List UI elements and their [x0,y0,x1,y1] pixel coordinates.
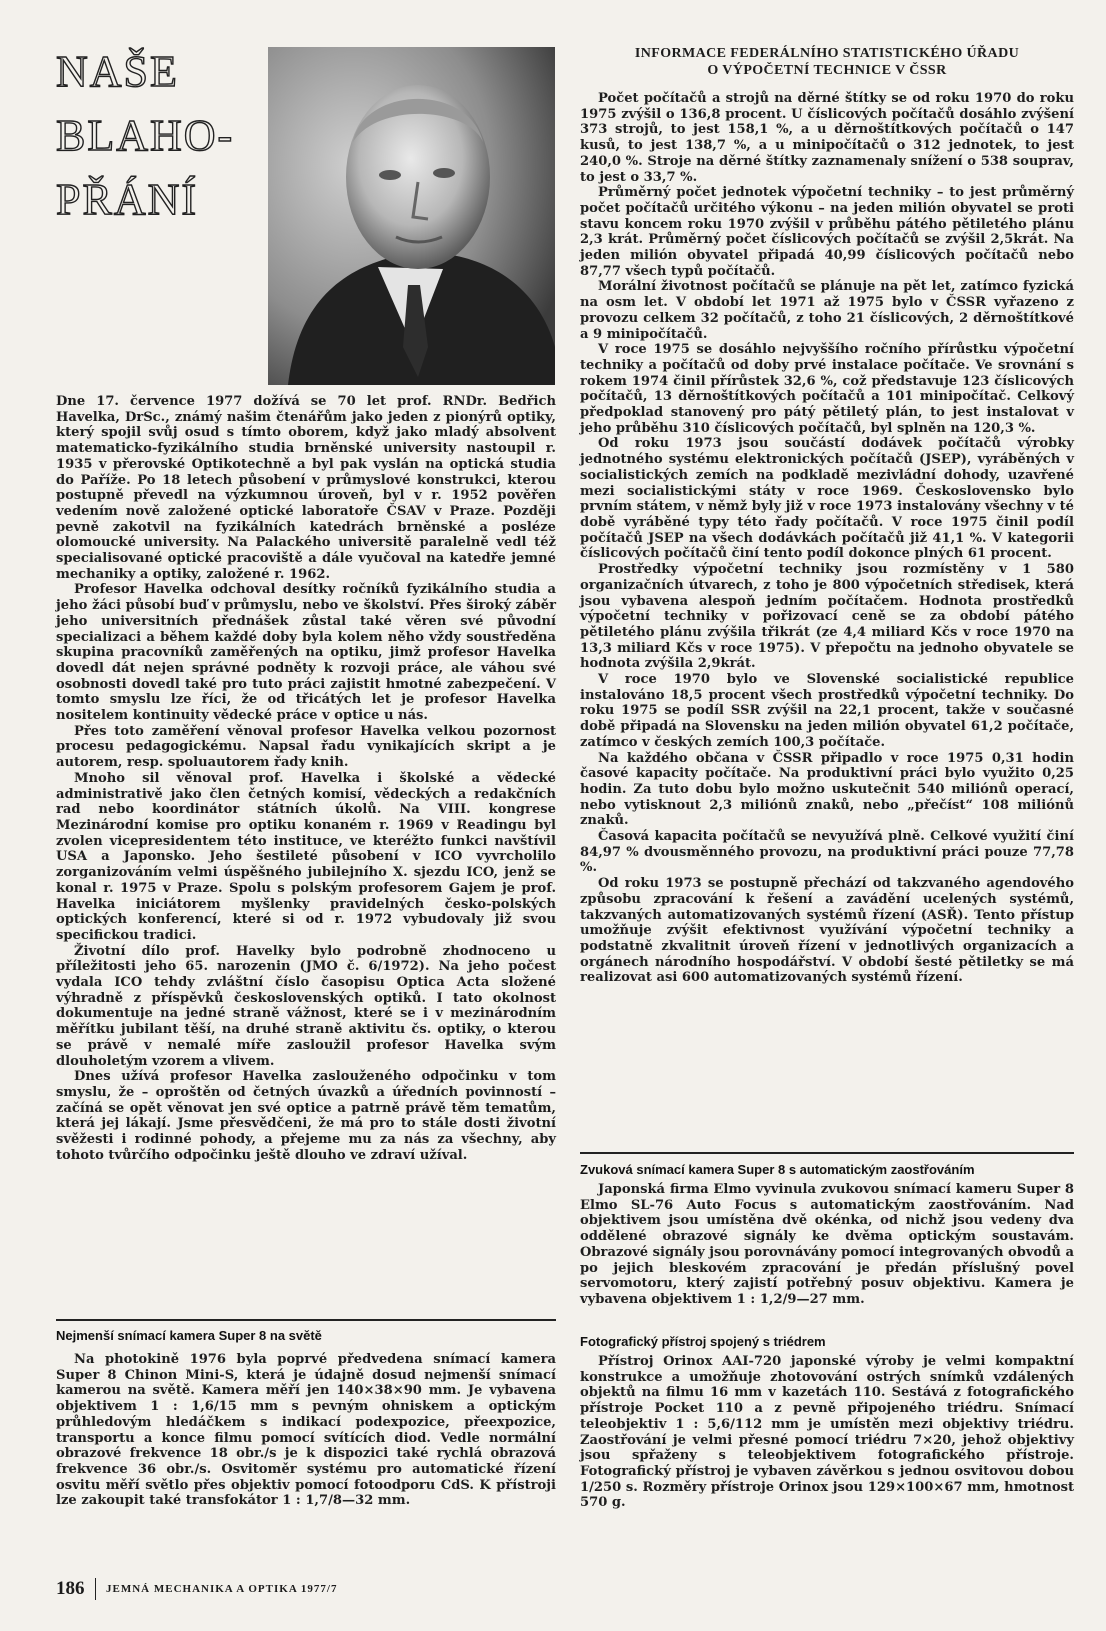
portrait-photo [268,47,555,385]
camera-article [56,1328,556,1509]
birthday-paragraph-1: Dne 17. července 1977 dožívá se 70 let prof. RNDr. Bedřich Havelka, DrSc., známý našim čtenářům jako jeden z pionýrů optiky, který spojil svůj osud s tímto oborem, když jako mladý absolvent matematicko-fyzikálního studia brněnské university nastoupil r. 1935 v přerovské Optikotechně a byl pak vyslán na optická studia do Paříže. Po 18 letech působení v průmyslové konstrukci, kterou postupně převedl na výzkumnou úroveň, byl v r. 1952 pověřen vedením nově založené optické laboratoře ČSAV v Praze. Později pevně zakotvil na fyzikálních katedrách brněnské a posléze olomoucké university. Na Palackého universitě paralelně vedl též specialisované optické pracoviště a dále vyučoval na katedře jemné mechaniky a optiky, založené r. 1962. [56,394,556,582]
statistics-paragraph-2: Průměrný počet jednotek výpočetní techniky – to jest průměrný počet počítačů určitého výkonu – na jeden milión obyvatel se proti stavu koncem roku 1970 zvýšil v průběhu pátého pětiletého plánu 2,3 krát. Průměrný počet číslicových počítačů se zvýšil 2,5krát. Na jeden milión obyvatel připadá 40,99 číslicových počítačů nebo 87,77 všech typů počítačů. [580,185,1074,279]
camera-article-title: Nejmenší snímací kamera Super 8 na světě [56,1328,322,1343]
birthday-paragraph-4: Mnoho sil věnoval prof. Havelka i školské a vědecké administrativě jako člen četných komisí, vědeckých a redakčních rad nebo koordinátor státních úkolů. Na VIII. kongrese Mezinárodní komise pro optiku konaném r. 1969 v Readingu byl zvolen vicepresidentem této instituce, ve kteréžto funkci navštívil USA a Japonsko. Jeho šestileté působení v ICO vyvrcholilo zorganizováním velmi úspěšného jubilejního X. sjezdu ICO, jenž se konal r. 1975 v Praze. Spolu s polským profesorem Gajem je prof. Havelka iniciátorem myšlenky pravidelných česko-polských optických konferencí, které si od r. 1972 vybudovaly již svou specifickou tradici. [56,770,556,943]
left-divider [56,1319,556,1321]
statistics-paragraph-4: V roce 1975 se dosáhlo nejvyššího ročního přírůstku výpočetní techniky a počítačů od doby prvé instalace počítače. Ve srovnání s rokem 1974 činil přírůstek 32,6 %, což představuje 123 číslicových počítačů, 13 děrnoštítkových počítačů a 101 minipočítač. Celkový předpoklad stanovený pro pátý pětiletý plán, to jest instalovat v jeho průběhu 310 číslicových počítačů, byl splněn na 120,3 %. [580,342,1074,436]
heading-line-1: NAŠE [56,47,179,96]
statistics-article-title [580,45,1074,79]
statistics-paragraph-8: Na každého občana v ČSSR připadlo v roce 1975 0,31 hodin časové kapacity počítače. Na produktivní práci bylo využito 0,25 hodin. Za tuto dobu bylo možno uskutečnit 540 miliónů operací, nebo vytisknout 2,3 miliónů znaků, nebo „přečíst“ 108 miliónů znaků. [580,750,1074,829]
binocular-article-title: Fotografický přístroj spojený s triédrem [580,1334,826,1349]
sound-camera-article-body: Japonská firma Elmo vyvinula zvukovou snímací kameru Super 8 Elmo SL-76 Auto Focus s automatickým zaostřováním. Nad objektivem jsou umístěna dvě okénka, od nichž jsou vedeny dva oddělené obrazové signály ke dvěma optickým soustavám. Obrazové signály jsou porovnávány pomocí integrovaných obvodů a po jejich bleskovém zpracování je předán příslušný povel servomotoru, který zajistí potřebný posuv objektivu. Kamera je vybavena objektivem 1 : 1,2/9—27 mm. [580,1182,1074,1307]
statistics-paragraph-3: Morální životnost počítačů se plánuje na pět let, zatímco fyzická na osm let. V období let 1971 až 1975 bylo v ČSSR vyřazeno z provozu celkem 32 počítačů, z toho 21 číslicových, 2 děrnoštítkové a 9 minipočítačů. [580,279,1074,342]
birthday-paragraph-3: Přes toto zaměření věnoval profesor Havelka velkou pozornost procesu pedagogickému. Napsal řadu vynikajících skript a je autorem, resp. spoluautorem řady knih. [56,723,556,771]
section-heading [56,40,256,232]
page-footer [56,1578,337,1600]
sound-camera-article-title: Zvuková snímací kamera Super 8 s automatickým zaostřováním [580,1162,975,1177]
footer-separator [95,1578,97,1600]
birthday-paragraph-6: Dnes užívá profesor Havelka zaslouženého odpočinku v tom smyslu, že – oproštěn od četných úvazků a úředních povinností – začíná se opět věnovat jen své optice a patrně právě těm tematům, která jej lákají. Jsme přesvědčeni, že má pro to stále dosti životní svěžesti i rodinné pohody, a přejeme mu za nás za všechny, aby tohoto tvůrčího odpočinku ještě dlouho ve zdraví užíval. [56,1069,556,1163]
sound-camera-article [580,1162,1074,1308]
binocular-article [580,1334,1074,1511]
statistics-paragraph-10: Od roku 1973 se postupně přechází od takzvaného agendového způsobu zpracování k řešení a zavádění ucelených systémů, takzvaných automatizovaných systémů řízení (ASŘ). Tento přístup umožňuje zvýšit efektivnost využívání výpočetní techniky a podstatně zkvalitnit úroveň řízení v jednotlivých organizacích a orgánech národního hospodářství. V období šesté pětiletky se má realizovat asi 600 automatizovaných systémů řízení. [580,876,1074,986]
portrait-photo-icon [268,47,555,385]
birthday-paragraph-5: Životní dílo prof. Havelky bylo podrobně zhodnoceno u příležitosti jeho 65. narozenin (JMO č. 6/1972). Na jeho počest vydala ICO tehdy zvláštní číslo časopisu Optica Acta složené výhradně z příspěvků československých optiků. I tato okolnost dokumentuje na jedné straně vážnost, které se i v mezinárodním měřítku jubilant těší, na druhé straně aktivitu čs. optiky, o kterou se právě v nemalé míře zasloužil profesor Havelka svým dlouholetým vzorem a vlivem. [56,943,556,1069]
journal-name: JEMNÁ MECHANIKA A OPTIKA 1977/7 [106,1583,338,1595]
statistics-paragraph-7: V roce 1970 bylo ve Slovenské socialistické republice instalováno 18,5 procent všech prostředků výpočetní techniky. Do roku 1975 se podíl SSR zvýšil na 22,1 procent, takže v současné době připadá na Slovensku na jeden milión obyvatel 61,2 počítače, zatímco v českých zemích 100,3 počítače. [580,672,1074,750]
right-divider [580,1152,1074,1154]
page-number: 186 [56,1578,85,1599]
statistics-title-line-1: INFORMACE FEDERÁLNÍHO STATISTICKÉHO ÚŘADU [634,46,1020,61]
statistics-article [580,91,1074,986]
statistics-paragraph-6: Prostředky výpočetní techniky jsou rozmístěny v 1 580 organizačních útvarech, z toho je 800 výpočetních středisek, která jsou vybavena alespoň jedním počítačem. Hodnota prostředků výpočetní techniky v pořizovací ceně se za období pátého pětiletého plánu zvýšila třikrát (ze 4,4 miliard Kčs v roce 1970 na 13,3 miliard Kčs v roce 1975). V přepočtu na jednoho obyvatele se hodnota zvýšila 2,9krát. [580,562,1074,672]
statistics-paragraph-5: Od roku 1973 jsou součástí dodávek počítačů výrobky jednotného systému elektronických počítačů (JSEP), vyráběných v socialistických zemích na podkladě mezivládní dohody, uzavřené mezi socialistickými státy v roce 1969. Československo bylo prvním státem, v němž byly již v roce 1973 instalovány všechny v té době vyráběné typy této řady počítačů. V roce 1975 činil podíl počítačů JSEP na všech dodávkách počítačů již 41,1 %. V kategorii číslicových počítačů činí tento podíl dokonce plných 61 procent. [580,436,1074,562]
statistics-paragraph-9: Časová kapacita počítačů se nevyužívá plně. Celkové využití činí 84,97 % dvousměnného provozu, na produktivní práci pouze 77,78 %. [580,829,1074,876]
heading-line-3: PŘÁNÍ [56,175,199,224]
birthday-paragraph-2: Profesor Havelka odchoval desítky ročníků fyzikálního studia a jeho žáci působí buď v průmyslu, nebo ve školství. Přes široký záběr jeho universitních přednášek zůstal také věren své původní specializaci a během každé doby byla kolem něho vždy soustředěna skupina pracovníků zaměřených na optiku, jimž profesor Havelka dovedl dát nejen správné podněty k rozvoji práce, ale váhou své osobnosti dovedl také pro tuto práci zajistit hmotné zabezpečení. V tomto smyslu lze říci, že od třicátých let je profesor Havelka nositelem kontinuity vědecké práce v optice u nás. [56,582,556,724]
heading-line-2: BLAHO- [56,111,235,160]
binocular-article-body: Přístroj Orinox AAI-720 japonské výroby je velmi kompaktní konstrukce a umožňuje zhotovování ostrých snímků vzdálených objektů na filmu 16 mm v kazetách 110. Sestává z fotografického přístroje Pocket 110 a z pevně připojeného triédru. Snímací teleobjektiv 1 : 5,6/112 mm je umístěn mezi objektivy triédru. Zaostřování je velmi přesné pomocí triédru 7×20, jehož objektivy jsou spřaženy s teleobjektivem fotografického přístroje. Fotografický přístroj je vybaven závěrkou s jednou osvitovou dobou 1/250 s. Rozměry přístroje Orinox jsou 129×100×67 mm, hmotnost 570 g. [580,1354,1074,1511]
birthday-article [56,394,556,1163]
camera-article-body: Na photokině 1976 byla poprvé předvedena snímací kamera Super 8 Chinon Mini-S, která je údajně dosud nejmenší snímací kamerou na světě. Kamera měří jen 140×38×90 mm. Je vybavena objektivem 1 : 1,6/15 mm s pevným ohniskem a optickým průhledovým hledáčkem s indikací podexpozice, přeexpozice, transportu a konce filmu pomocí svítících diod. Vedle normální obrazové frekvence 18 obr./s je k dispozici také rychlá obrazová frekvence 36 obr./s. Osvitoměr systému pro automatické řízení osvitu měří světlo přes objektiv pomocí fotoodporu CdS. K přístroji lze zakoupit také transfokátor 1 : 1,7/8—32 mm. [56,1352,556,1509]
statistics-title-line-2: O VÝPOČETNÍ TECHNICE V ČSSR [707,63,947,78]
statistics-paragraph-1: Počet počítačů a strojů na děrné štítky se od roku 1970 do roku 1975 zvýšil o 136,8 procent. U číslicových počítačů dosáhlo zvýšení 373 strojů, to jest 158,1 %, a u děrnoštítkových počítačů o 147 kusů, to jest 138,7 %, a u minipočítačů o 312 jednotek, to jest 240,0 %. Stroje na děrné štítky zaznamenaly snížení o 538 souprav, to jest o 33,7 %. [580,91,1074,185]
